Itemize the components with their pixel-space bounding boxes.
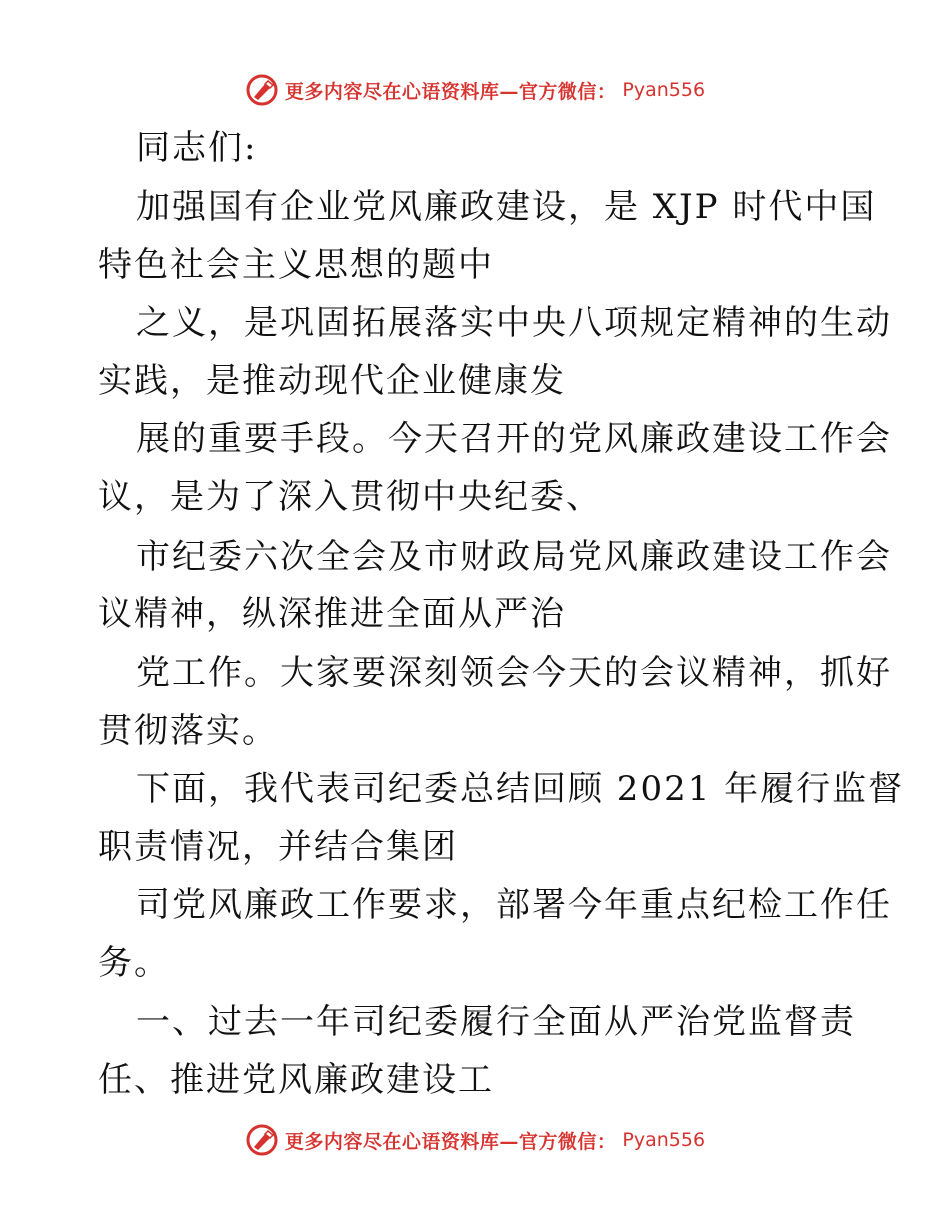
paragraph-line: 市纪委六次全会及市财政局党风廉政建设工作会 (136, 537, 892, 577)
watermark-wechat-id: Pyan556 (622, 79, 706, 101)
paragraph-line: 实践，是推动现代企业健康发 (98, 361, 566, 401)
watermark-text: 更多内容尽在心语资料库—官方微信： (284, 1130, 617, 1153)
paragraph-line: 职责情况，并结合集团 (98, 827, 458, 867)
paragraph-line: 务。 (98, 943, 170, 983)
paragraph-line: 党工作。大家要深刻领会今天的会议精神，抓好 (136, 653, 892, 693)
paragraph-line: 加强国有企业党风廉政建设，是 XJP 时代中国 (136, 187, 877, 227)
watermark-wechat-id: Pyan556 (622, 1129, 706, 1151)
paragraph-line: 展的重要手段。今天召开的党风廉政建设工作会 (136, 419, 892, 459)
section-heading-line: 任、推进党风廉政建设工 (98, 1060, 494, 1100)
paragraph-line: 特色社会主义思想的题中 (98, 245, 494, 285)
footer-watermark (0, 1120, 950, 1160)
salutation: 同志们: (136, 128, 258, 168)
watermark-text: 更多内容尽在心语资料库—官方微信： (284, 80, 617, 103)
section-heading-line: 一、过去一年司纪委履行全面从严治党监督责 (136, 1002, 856, 1042)
paragraph-line: 之义，是巩固拓展落实中央八项规定精神的生动 (136, 303, 892, 343)
paragraph-line: 议，是为了深入贯彻中央纪委、 (98, 477, 602, 517)
paragraph-line: 贯彻落实。 (98, 711, 278, 751)
paragraph-line: 议精神，纵深推进全面从严治 (98, 594, 566, 634)
pen-nib-logo-icon (245, 1123, 279, 1157)
paragraph-line: 下面，我代表司纪委总结回顾 2021 年履行监督 (136, 769, 905, 809)
paragraph-line: 司党风廉政工作要求，部署今年重点纪检工作任 (136, 885, 892, 925)
